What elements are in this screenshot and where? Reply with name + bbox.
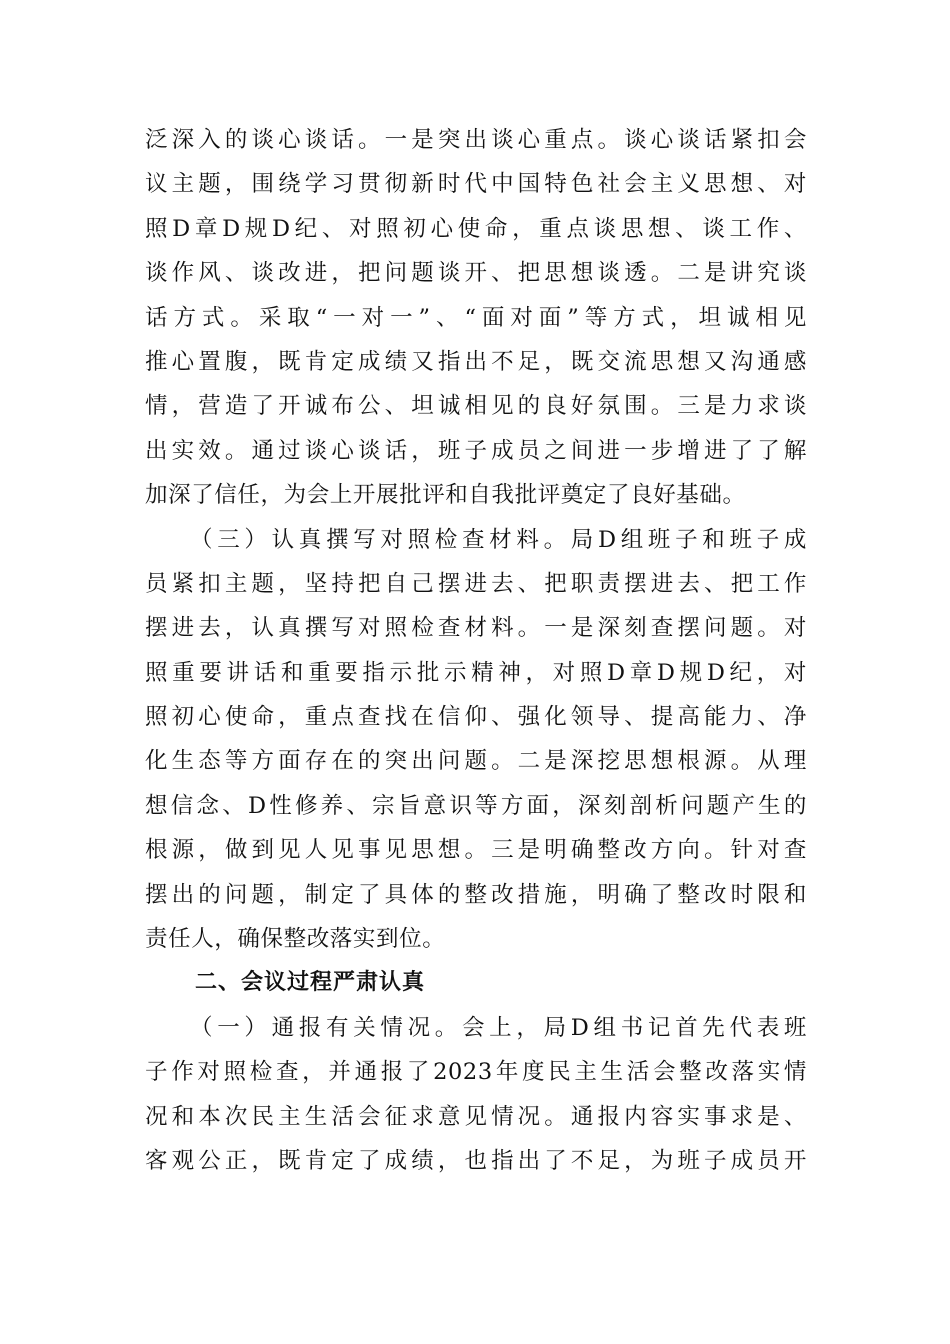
text-line: 出实效。通过谈心谈话，班子成员之间进一步增进了了解 xyxy=(145,437,807,464)
text-line: 话方式。采取“一对一”、“面对面”等方式，坦诚相见 xyxy=(145,304,807,331)
text-line: 照初心使命，重点查找在信仰、强化领导、提高能力、净 xyxy=(145,704,807,731)
text-line: 照重要讲话和重要指示批示精神，对照D章D规D纪，对 xyxy=(145,659,807,686)
text-line: 摆出的问题，制定了具体的整改措施，明确了整改时限和 xyxy=(145,881,807,908)
text-line: 化生态等方面存在的突出问题。二是深挖思想根源。从理 xyxy=(145,748,807,775)
text-line: 况和本次民主生活会征求意见情况。通报内容实事求是、 xyxy=(145,1103,807,1130)
section-heading: 二、会议过程严肃认真 xyxy=(195,970,426,996)
text-line: 泛深入的谈心谈话。一是突出谈心重点。谈心谈话紧扣会 xyxy=(145,127,807,153)
paragraph-briefing xyxy=(145,1006,807,1184)
text-line: 议主题，围绕学习贯彻新时代中国特色社会主义思想、对 xyxy=(145,171,807,198)
paragraph-talks xyxy=(145,118,807,518)
text-line: 子作对照检查，并通报了2023年度民主生活会整改落实情 xyxy=(145,1059,807,1086)
text-line: 照D章D规D纪、对照初心使命，重点谈思想、谈工作、 xyxy=(145,215,807,242)
text-line: 想信念、D性修养、宗旨意识等方面，深刻剖析问题产生的 xyxy=(145,792,807,819)
text-line: 客观公正，既肯定了成绩，也指出了不足，为班子成员开 xyxy=(145,1147,807,1174)
text-line: 谈作风、谈改进，把问题谈开、把思想谈透。二是讲究谈 xyxy=(145,260,807,287)
document-page xyxy=(145,118,807,1183)
text-line: （一）通报有关情况。会上，局D组书记首先代表班 xyxy=(190,1014,807,1041)
text-line: 根源，做到见人见事见思想。三是明确整改方向。针对查 xyxy=(145,837,807,864)
text-line: 加深了信任，为会上开展批评和自我批评奠定了良好基础。 xyxy=(145,482,746,509)
text-line: 情，营造了开诚布公、坦诚相见的良好氛围。三是力求谈 xyxy=(145,393,807,420)
text-line: 员紧扣主题，坚持把自己摆进去、把职责摆进去、把工作 xyxy=(145,570,807,597)
paragraph-inspection-materials xyxy=(145,518,807,962)
text-line: 摆进去，认真撰写对照检查材料。一是深刻查摆问题。对 xyxy=(145,615,807,642)
text-line: 责任人，确保整改落实到位。 xyxy=(145,926,446,953)
text-line: （三）认真撰写对照检查材料。局D组班子和班子成 xyxy=(190,526,807,553)
text-line: 推心置腹，既肯定成绩又指出不足，既交流思想又沟通感 xyxy=(145,348,807,375)
